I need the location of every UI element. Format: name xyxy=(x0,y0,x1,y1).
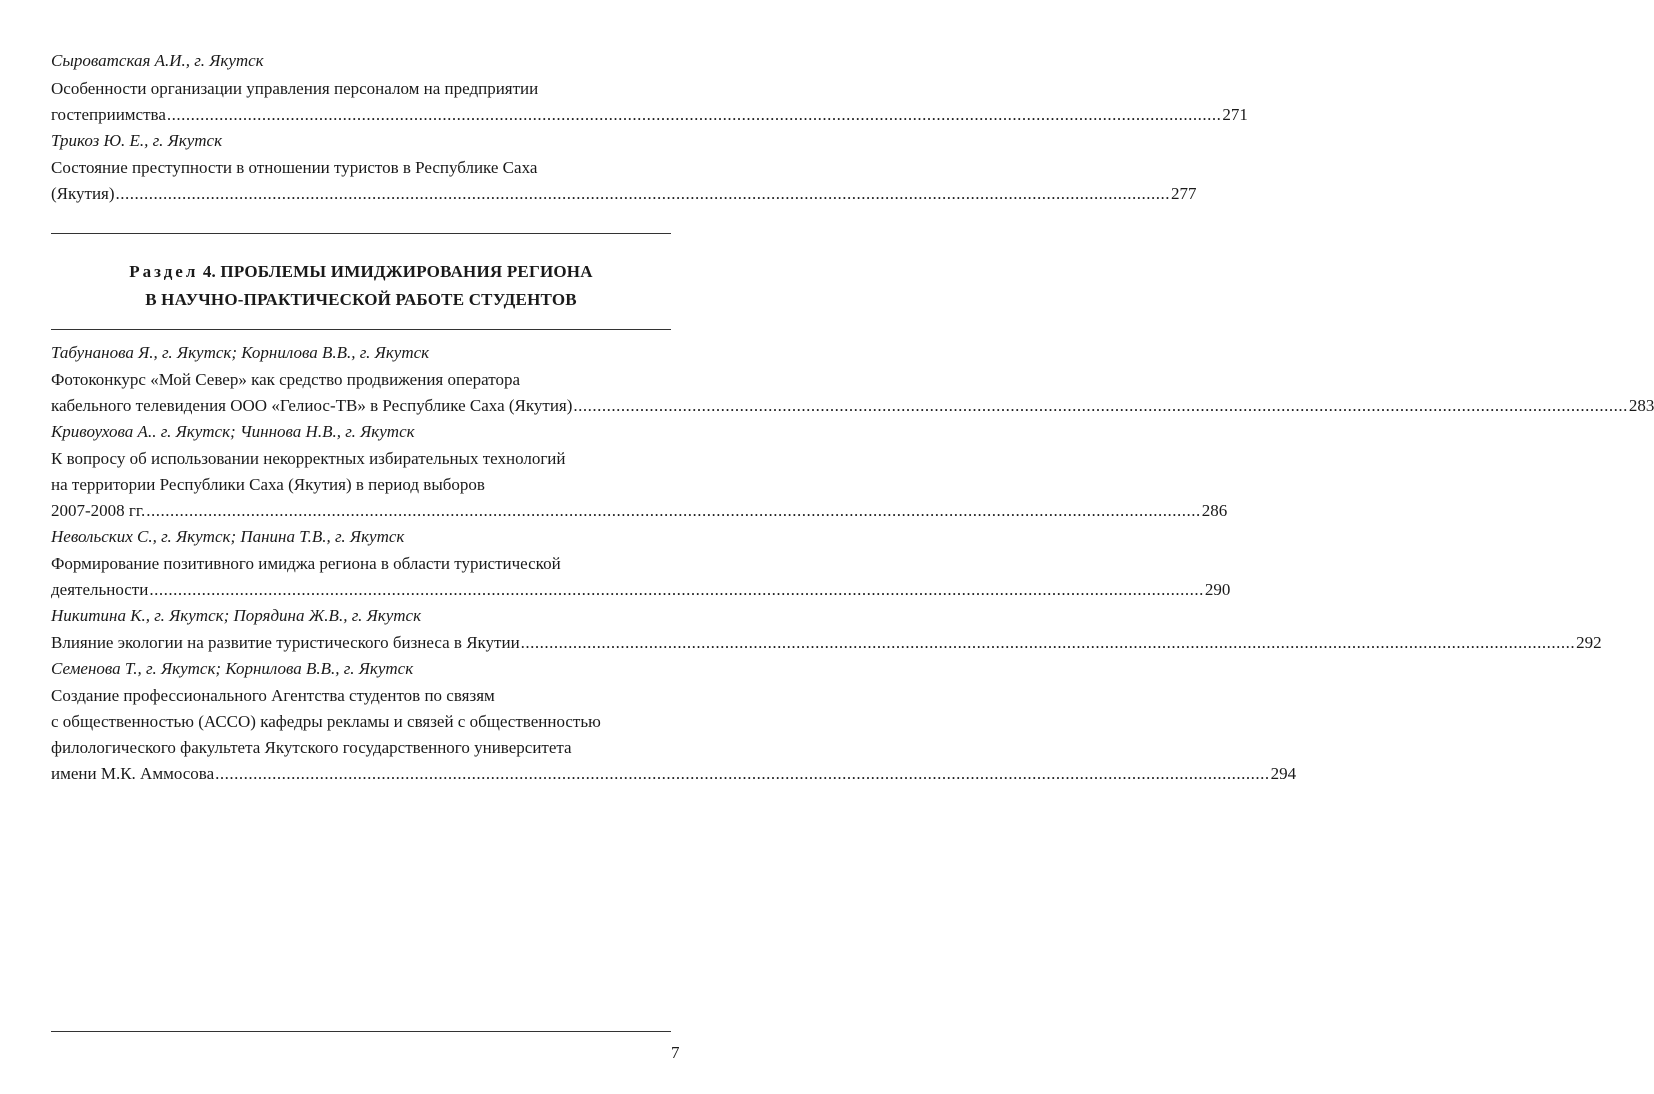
dot-leader: .............................................................................................................................................................................................................................. xyxy=(115,184,1171,203)
toc-page-ref: 290 xyxy=(1204,580,1231,599)
toc-title-line: Состояние преступности в отношении туристов в Республике Саха xyxy=(51,158,538,177)
page-number: 7 xyxy=(671,1043,680,1062)
toc-page-ref: 294 xyxy=(1270,764,1297,783)
section-title-line1: 4. ПРОБЛЕМЫ ИМИДЖИРОВАНИЯ РЕГИОНА xyxy=(202,262,593,281)
toc-page-ref: 277 xyxy=(1171,184,1197,203)
toc-leader-line[interactable] xyxy=(51,633,1602,653)
toc-page-ref: 286 xyxy=(1201,501,1228,520)
toc-title-line: Формирование позитивного имиджа региона в области туристической xyxy=(51,554,561,573)
toc-title-line: гостеприимства xyxy=(51,105,166,124)
toc-title-line: К вопросу об использовании некорректных избирательных технологий xyxy=(51,449,566,468)
toc-title-line: (Якутия) xyxy=(51,184,115,203)
section-title-line2: В НАУЧНО-ПРАКТИЧЕСКОЙ РАБОТЕ СТУДЕНТОВ xyxy=(145,290,577,309)
section-prefix: Раздел xyxy=(129,262,199,281)
section-heading xyxy=(51,258,671,285)
toc-leader-line[interactable] xyxy=(51,501,1228,521)
toc-page-ref: 292 xyxy=(1576,633,1602,652)
toc-leader-line[interactable] xyxy=(51,580,1231,600)
toc-author: Семенова Т., г. Якутск; Корнилова В.В., г. Якутск xyxy=(51,659,414,678)
dot-leader: .............................................................................................................................................................................................................................. xyxy=(215,764,1270,783)
toc-leader-line[interactable] xyxy=(51,764,1297,784)
toc-title-line: Особенности организации управления персоналом на предприятии xyxy=(51,79,539,98)
dot-leader: .............................................................................................................................................................................................................................. xyxy=(520,633,1576,652)
toc-title-line: Влияние экологии на развитие туристического бизнеса в Якутии xyxy=(51,633,520,652)
toc-leader-line[interactable] xyxy=(51,105,1248,125)
toc-leader-line[interactable] xyxy=(51,184,1197,204)
toc-author: Никитина К., г. Якутск; Порядина Ж.В., г. Якутск xyxy=(51,606,422,625)
toc-page-ref: 283 xyxy=(1628,396,1654,415)
toc-title-line: Фотоконкурс «Мой Север» как средство продвижения оператора xyxy=(51,370,520,389)
dot-leader: .............................................................................................................................................................................................................................. xyxy=(146,501,1201,520)
toc-title-line: имени М.К. Аммосова xyxy=(51,764,215,783)
toc-author: Сыроватская А.И., г. Якутск xyxy=(51,51,264,70)
divider xyxy=(51,329,671,330)
toc-page-ref: 271 xyxy=(1222,105,1248,124)
dot-leader: .............................................................................................................................................................................................................................. xyxy=(149,580,1204,599)
toc-author: Кривоухова А.. г. Якутск; Чиннова Н.В., г. Якутск xyxy=(51,422,415,441)
toc-title-line: 2007-2008 гг. xyxy=(51,501,146,520)
toc-author: Невольских С., г. Якутск; Панина Т.В., г. Якутск xyxy=(51,527,405,546)
toc-title-line: кабельного телевидения ООО «Гелиос-ТВ» в Республике Саха (Якутия) xyxy=(51,396,573,415)
toc-author: Табунанова Я., г. Якутск; Корнилова В.В., г. Якутск xyxy=(51,343,430,362)
toc-title-line: деятельности xyxy=(51,580,149,599)
toc-leader-line[interactable] xyxy=(51,396,1654,416)
toc-title-line: филологического факультета Якутского государственного университета xyxy=(51,738,572,757)
toc-author: Трикоз Ю. Е., г. Якутск xyxy=(51,131,223,150)
toc-title-line: с общественностью (АССО) кафедры рекламы и связей с общественностью xyxy=(51,712,601,731)
divider xyxy=(51,233,671,234)
dot-leader: .............................................................................................................................................................................................................................. xyxy=(166,105,1222,124)
toc-title-line: на территории Республики Саха (Якутия) в период выборов xyxy=(51,475,485,494)
toc-title-line: Создание профессионального Агентства студентов по связям xyxy=(51,686,495,705)
dot-leader: .............................................................................................................................................................................................................................. xyxy=(573,396,1628,415)
footer-divider xyxy=(51,1031,671,1032)
